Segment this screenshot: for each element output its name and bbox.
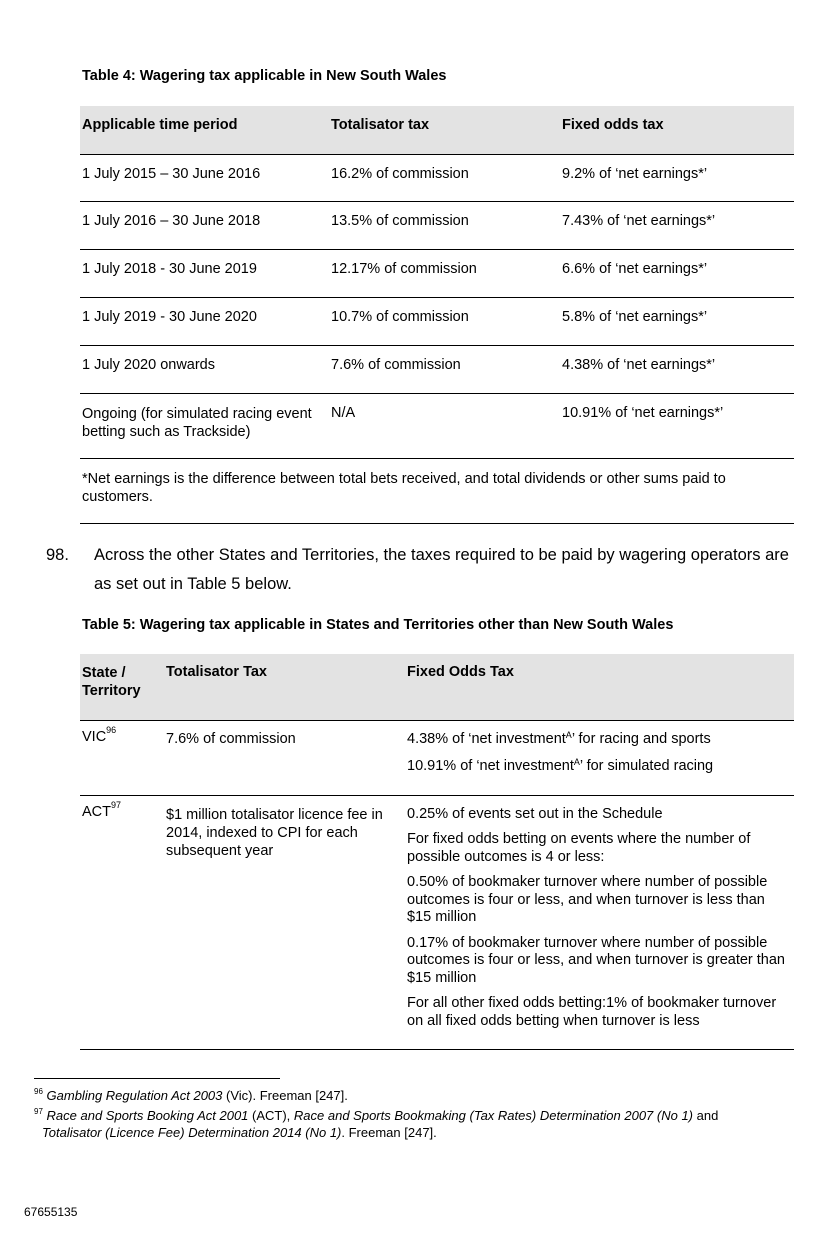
footnote-ref: 97 xyxy=(111,799,122,810)
table5-header-row xyxy=(80,654,794,720)
table-row xyxy=(80,720,794,795)
footnote-96 xyxy=(34,1087,794,1104)
table4-cell-period: 1 July 2016 – 30 June 2018 xyxy=(82,212,261,229)
table4-header-row xyxy=(80,106,794,154)
table4-cell-period: 1 July 2020 onwards xyxy=(82,356,215,373)
footnote-text: . Freeman [247]. xyxy=(341,1125,437,1140)
state-label: VIC xyxy=(82,728,107,745)
table4-header-fixed: Fixed odds tax xyxy=(562,106,794,154)
fixed-odds-text: ’ for simulated racing xyxy=(579,758,714,774)
table4-cell-fixed: 10.91% of ‘net earnings*’ xyxy=(562,404,724,421)
table4-header-period: Applicable time period xyxy=(80,106,331,154)
table5-cell-fixed xyxy=(407,795,794,1049)
table4-cell-tote: 10.7% of commission xyxy=(331,308,469,325)
fixed-odds-line: For all other fixed odds betting:1% of bookmaker turnover on all fixed odds betting when turnover is less xyxy=(407,995,777,1029)
table5-header-fixed: Fixed Odds Tax xyxy=(407,654,794,720)
table5-cell-state xyxy=(80,720,166,795)
footnote-citation: Totalisator (Licence Fee) Determination 2014 (No 1) xyxy=(42,1125,342,1140)
table-row xyxy=(80,201,794,249)
footnote-text: (ACT), xyxy=(248,1108,294,1123)
table4-cell-fixed: 5.8% of ‘net earnings*’ xyxy=(562,308,708,325)
footnote-ref: 96 xyxy=(106,724,117,735)
superscript-a: A xyxy=(573,757,580,767)
table-row xyxy=(80,297,794,345)
table5-caption: Table 5: Wagering tax applicable in States and Territories other than New South Wales xyxy=(82,617,674,633)
table4-cell-tote: 13.5% of commission xyxy=(331,212,469,229)
table4-cell-tote: 16.2% of commission xyxy=(331,165,469,182)
table4-cell-period: 1 July 2015 – 30 June 2016 xyxy=(82,165,261,182)
table5 xyxy=(80,654,794,1050)
footnote-citation: Race and Sports Bookmaking (Tax Rates) Determination 2007 (No 1) xyxy=(293,1108,694,1123)
fixed-odds-text: 10.91% of ‘net investment xyxy=(407,758,574,774)
table5-cell-tote: $1 million totalisator licence fee in 2014, indexed to CPI for each subsequent year xyxy=(166,806,383,859)
table5-cell-tote: 7.6% of commission xyxy=(166,730,296,747)
table-row xyxy=(80,154,794,201)
table4-cell-period: 1 July 2019 - 30 June 2020 xyxy=(82,308,257,325)
fixed-odds-text: 4.38% of ‘net investment xyxy=(407,730,566,747)
table4-cell-tote: 7.6% of commission xyxy=(331,356,461,373)
document-id: 67655135 xyxy=(24,1205,78,1219)
table4 xyxy=(80,106,794,524)
footnote-number: 97 xyxy=(34,1107,43,1116)
table4-note-row xyxy=(80,458,794,523)
table-row xyxy=(80,795,794,1049)
fixed-odds-line xyxy=(407,731,794,749)
table5-header-state: State / Territory xyxy=(80,654,166,720)
table4-header-tote: Totalisator tax xyxy=(331,106,562,154)
table4-cell-period: 1 July 2018 - 30 June 2019 xyxy=(82,260,257,277)
table4-cell-fixed: 9.2% of ‘net earnings*’ xyxy=(562,165,708,182)
table4-cell-tote: 12.17% of commission xyxy=(331,260,477,277)
table5-cell-state xyxy=(80,795,166,1049)
table4-cell-fixed: 6.6% of ‘net earnings*’ xyxy=(562,260,708,277)
footnote-number: 96 xyxy=(34,1087,43,1096)
table4-cell-tote: N/A xyxy=(331,404,356,421)
fixed-odds-text: ’ for racing and sports xyxy=(571,730,711,747)
fixed-odds-line: For fixed odds betting on events where the number of possible outcomes is 4 or less: xyxy=(407,831,751,865)
table-row xyxy=(80,249,794,297)
fixed-odds-line: 0.17% of bookmaker turnover where number of possible outcomes is four or less, and when turnover is greater than $15 million xyxy=(407,934,785,986)
fixed-odds-line: 0.50% of bookmaker turnover where number of possible outcomes is four or less, and when turnover is less than $15 million xyxy=(407,874,768,925)
table4-cell-fixed: 4.38% of ‘net earnings*’ xyxy=(562,356,716,373)
fixed-odds-line xyxy=(407,758,794,776)
fixed-odds-line: 0.25% of events set out in the Schedule xyxy=(407,805,663,822)
state-label: ACT xyxy=(82,803,111,820)
table4-cell-period: Ongoing (for simulated racing event betting such as Trackside) xyxy=(82,405,312,440)
table5-header-tote: Totalisator Tax xyxy=(166,654,407,720)
footnote-97 xyxy=(34,1107,804,1141)
footnote-text: (Vic). Freeman [247]. xyxy=(222,1088,348,1103)
superscript-a: A xyxy=(565,729,572,740)
table5-cell-fixed xyxy=(407,720,794,795)
table4-cell-fixed: 7.43% of ‘net earnings*’ xyxy=(562,212,716,229)
table4-caption: Table 4: Wagering tax applicable in New South Wales xyxy=(82,68,447,84)
paragraph-number: 98. xyxy=(46,546,69,564)
paragraph-text: Across the other States and Territories, the taxes required to be paid by wagering operators are as set out in Table 5 below. xyxy=(94,546,789,593)
footnote-citation: Race and Sports Booking Act 2001 xyxy=(46,1108,249,1123)
footnote-text: and xyxy=(693,1108,719,1123)
footnote-separator xyxy=(34,1078,280,1079)
table-row xyxy=(80,345,794,393)
table-row xyxy=(80,393,794,458)
footnote-citation: Gambling Regulation Act 2003 xyxy=(46,1088,223,1103)
table4-note: *Net earnings is the difference between total bets received, and total dividends or other sums paid to customers. xyxy=(82,470,726,505)
